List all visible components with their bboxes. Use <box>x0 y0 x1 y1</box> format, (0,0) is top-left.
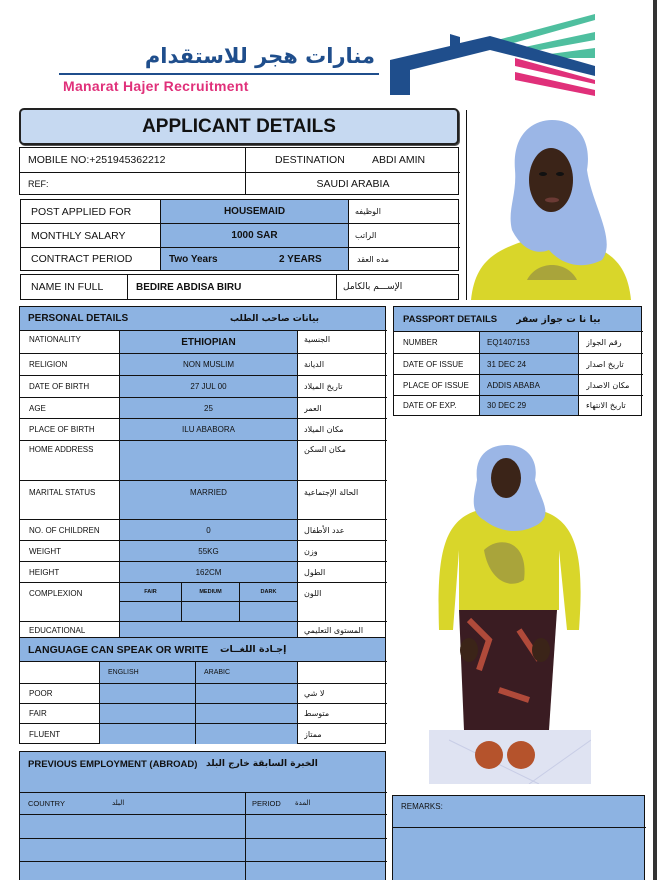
language-table <box>19 637 386 744</box>
passport-expiry-date: 30 DEC 29 <box>487 401 527 410</box>
language-checkbox-english[interactable] <box>100 684 195 703</box>
passport-arabic-label: تاريخ الانتهاء <box>586 401 626 410</box>
complexion-option-fair[interactable]: FAIR <box>144 589 157 595</box>
personal-value: NON MUSLIM <box>182 360 235 369</box>
passport-details-table <box>393 306 642 416</box>
language-level-arabic: ممتاز <box>304 729 322 739</box>
personal-arabic-label: الطول <box>304 567 326 577</box>
page-title <box>19 108 459 145</box>
language-column-arabic: ARABIC <box>204 669 231 676</box>
personal-arabic-label: مكان الميلاد <box>304 425 344 434</box>
job-label: MONTHLY SALARY <box>31 229 126 242</box>
personal-arabic-label: وزن <box>304 546 318 556</box>
employment-title: PREVIOUS EMPLOYMENT (ABROAD) <box>28 758 198 770</box>
employment-country-label: COUNTRY <box>28 799 65 808</box>
passport-title-arabic: بيا نا ت جواز سفر <box>516 313 601 325</box>
passport-arabic-label: مكان الاصدار <box>586 380 630 390</box>
personal-value: 25 <box>204 403 213 413</box>
applicant-photo-headshot <box>466 110 634 300</box>
personal-arabic-label: الديانة <box>304 360 325 369</box>
passport-label: NUMBER <box>403 338 438 347</box>
personal-details-title: PERSONAL DETAILS <box>28 313 129 324</box>
employment-period-label: PERIOD <box>252 799 281 808</box>
personal-value: ILU ABABORA <box>182 425 235 434</box>
logo-english-name: Manarat Hajer Recruitment <box>63 78 249 94</box>
ref-label: REF: <box>28 178 49 189</box>
job-value-secondary: 2 YEARS <box>279 253 322 265</box>
personal-arabic-label: عدد الأطفال <box>304 525 345 535</box>
passport-arabic-label: تاريخ اصدار <box>586 359 624 369</box>
personal-label: WEIGHT <box>29 546 61 556</box>
page-edge <box>653 0 657 880</box>
remarks-label: REMARKS: <box>401 801 443 811</box>
passport-title: PASSPORT DETAILS <box>403 313 498 325</box>
personal-label: PLACE OF BIRTH <box>29 425 95 434</box>
personal-label: MARITAL STATUS <box>29 487 96 497</box>
complexion-option-medium[interactable]: MEDIUM <box>199 589 222 595</box>
complexion-arabic-label: اللون <box>304 588 322 598</box>
language-title: LANGUAGE CAN SPEAK OR WRITE <box>28 643 209 656</box>
personal-arabic-label: مكان السكن <box>304 444 346 454</box>
previous-employment-table <box>19 751 386 880</box>
personal-details-title-arabic: بيانات صاحب الطلب <box>230 313 320 324</box>
company-logo <box>55 10 605 100</box>
logo-arabic-name: منارات هجر للاستقدام <box>144 44 375 68</box>
job-label: CONTRACT PERIOD <box>31 253 133 265</box>
language-level-arabic: لا شي <box>304 689 325 698</box>
logo-house-icon <box>390 10 600 100</box>
remarks-input[interactable] <box>393 828 644 880</box>
logo-pink-stripe <box>515 72 595 96</box>
applicant-name: BEDIRE ABDISA BIRU <box>136 281 242 293</box>
personal-value: 162CM <box>195 567 222 577</box>
complexion-label: COMPLEXION <box>29 588 83 598</box>
language-checkbox-english[interactable] <box>100 704 195 723</box>
education-arabic-label: المستوى التعليمي <box>304 626 364 635</box>
applicant-photo-full-body <box>429 440 591 784</box>
passport-issue-place: ADDIS ABABA <box>487 380 540 390</box>
personal-label: HEIGHT <box>29 567 60 577</box>
job-label: POST APPLIED FOR <box>31 205 132 218</box>
destination-label: DESTINATION <box>275 154 345 166</box>
mobile-number: MOBILE NO:+251945362212 <box>28 154 166 166</box>
page-title-text: APPLICANT DETAILS <box>142 115 336 137</box>
passport-label: DATE OF ISSUE <box>403 359 464 369</box>
job-arabic-label: الوظيفه <box>355 207 381 216</box>
language-column-english: ENGLISH <box>108 669 139 676</box>
personal-arabic-label: الحالة الإجتماعية <box>304 487 359 497</box>
job-value: 1000 SAR <box>231 230 278 241</box>
language-checkbox-arabic[interactable] <box>196 704 297 723</box>
language-checkbox-arabic[interactable] <box>196 724 297 744</box>
employment-title-arabic: الخبرة السابقة خارج البلد <box>206 759 318 769</box>
destination-name: ABDI AMIN <box>372 154 426 166</box>
passport-arabic-label: رقم الجواز <box>586 338 622 347</box>
language-level-arabic: متوسط <box>304 709 330 718</box>
personal-details-table <box>19 306 386 637</box>
personal-value: MARRIED <box>190 487 227 497</box>
personal-label: DATE OF BIRTH <box>29 382 90 391</box>
passport-label: DATE OF EXP. <box>403 401 457 410</box>
employment-country-arabic: البلد <box>112 798 125 807</box>
personal-label: HOME ADDRESS <box>29 444 94 454</box>
language-checkbox-english[interactable] <box>100 724 195 744</box>
language-checkbox-arabic[interactable] <box>196 684 297 703</box>
passport-label: PLACE OF ISSUE <box>403 380 469 390</box>
personal-value: 27 JUL 00 <box>190 382 227 391</box>
personal-arabic-label: العمر <box>304 403 322 413</box>
personal-arabic-label: تاريخ الميلاد <box>304 382 343 391</box>
personal-arabic-label: الجنسية <box>304 334 331 344</box>
name-label: NAME IN FULL <box>31 281 104 293</box>
language-level-label: FLUENT <box>29 729 61 739</box>
destination-country: SAUDI ARABIA <box>316 177 390 190</box>
passport-number: EQ1407153 <box>487 338 530 347</box>
language-level-label: FAIR <box>29 709 47 718</box>
name-row <box>20 274 459 300</box>
personal-label: RELIGION <box>29 360 68 369</box>
complexion-option-dark[interactable]: DARK <box>260 589 277 595</box>
personal-value: ETHIOPIAN <box>181 336 236 348</box>
job-value: HOUSEMAID <box>223 206 286 217</box>
remarks-box <box>392 795 645 880</box>
employment-period-arabic: المدة <box>295 798 311 807</box>
name-arabic-label: الإســـم بالكامل <box>343 282 403 292</box>
language-level-label: POOR <box>29 689 53 698</box>
job-table <box>20 199 459 271</box>
personal-value: 55KG <box>198 546 219 556</box>
education-label: EDUCATIONAL <box>29 626 86 635</box>
personal-label: NATIONALITY <box>29 334 81 344</box>
personal-value <box>120 441 297 480</box>
passport-issue-date: 31 DEC 24 <box>487 359 527 369</box>
job-value: Two Years <box>169 253 218 265</box>
language-title-arabic: إجـادة اللغــات <box>220 644 287 655</box>
header-table <box>19 147 459 195</box>
job-arabic-label: الراتب <box>355 231 377 240</box>
personal-label: AGE <box>29 403 46 413</box>
personal-label: NO. OF CHILDREN <box>29 525 100 535</box>
logo-underline <box>59 73 379 75</box>
personal-value: 0 <box>206 525 211 535</box>
job-arabic-label: مده العقد <box>357 254 389 264</box>
